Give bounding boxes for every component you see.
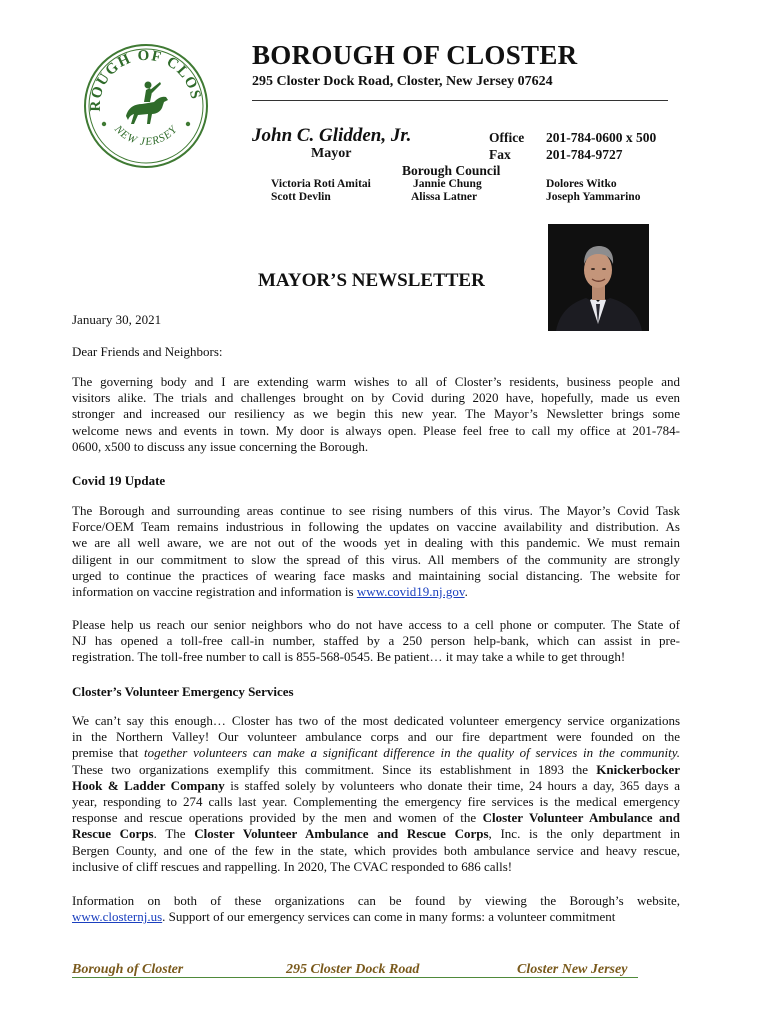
text-line: Force/OEM Team remains industrious in following the updates on vaccine availability and distribution. As [72,519,680,535]
text-fragment: is staffed solely by volunteers who donate their time, 24 hours a day, 365 days a [224,777,680,793]
text-fragment: premise that [72,745,145,761]
text-fragment: information on vaccine registration and information is [72,583,357,599]
footer-right: Closter New Jersey [517,962,628,977]
text-line: Bergen County, and one of the few in the state, which provides both ambulance service and heavy rescue, [72,842,680,858]
text-fragment: . The [153,826,195,842]
text-line [72,584,680,600]
text-line: stronger and increased our resiliency as we begin this new year. The Mayor’s Newsletter brings some [72,406,680,422]
ems-heading: Closter’s Volunteer Emergency Services [72,684,294,699]
svg-text:BOROUGH OF CLOSTER [82,42,204,112]
text-line: year, responding to 274 calls last year. Complementing the emergency fire services is the medical emergency [72,793,680,809]
letterhead-divider [252,100,668,101]
text-line: welcome news and events in town. My door is always open. Please feel free to call my office at 201-784- [72,422,680,438]
text-line: The Borough and surrounding areas continue to see rising numbers of this virus. The Mayor’s Covid Task [72,503,680,518]
ems-paragraph [72,713,680,875]
covid-website-link[interactable]: www.covid19.nj.gov [356,583,465,599]
text-line: registration. The toll-free number to call is 855-568-0545. Be patient… it may take a while to get through! [72,649,626,665]
council-member: Jannie Chung [413,178,482,190]
covid-paragraph [72,503,680,600]
text-line: 0600, x500 to discuss any issue concerning the Borough. [72,438,369,454]
text-fragment: . [464,583,468,599]
council-member: Dolores Witko [546,178,617,190]
text-line: inclusive of cliff rescues and rappelling. In 2020, The CVAC responded to 686 calls! [72,858,513,874]
letterhead-title: BOROUGH OF CLOSTER [252,40,578,70]
text-line: We can’t say this enough… Closter has two of the most dedicated volunteer emergency service organizations [72,713,680,728]
text-fragment: . Support of our emergency services can come in many forms: a volunteer commitment [162,909,616,925]
text-line: we are all well aware, we are not out of the woods yet in dealing with this pandemic. We must remain [72,535,680,551]
council-member: Joseph Yammarino [546,191,641,203]
office-phone: 201-784-0600 x 500 [546,130,657,145]
org-name: Closter Volunteer Ambulance and Rescue Corps [194,826,489,842]
seal-top-text: ROUGH OF CLOS [87,47,204,112]
borough-website-link[interactable]: www.closternj.us [72,909,163,925]
horse-rider-icon [126,82,168,125]
borough-seal [82,42,210,170]
council-member: Scott Devlin [271,191,331,203]
newsletter-title: MAYOR’S NEWSLETTER [258,270,485,291]
text-line: in the Northern Valley! Our volunteer ambulance corps and our fire department were founded on the [72,729,680,745]
org-name: Knickerbocker [596,761,680,777]
mayor-photo [548,224,649,331]
footer-left: Borough of Closter [72,962,184,977]
text-line [72,826,680,842]
text-line: diligent in our commitment to slow the spread of this virus. All members of the community are strongly [72,551,680,567]
text-fragment: , Inc. is the only department in [488,826,680,842]
seal-graphic [82,42,210,170]
covid-heading: Covid 19 Update [72,473,166,488]
mayor-title: Mayor [311,146,352,161]
council-heading: Borough Council [402,163,501,178]
text-line [72,778,680,794]
office-label: Office [489,130,525,145]
text-line: NJ has opened a toll-free call-in number, staffed by a 250 person help-bank, which can assist in pre- [72,633,680,649]
text-fragment: These two organizations exemplify this commitment. Since its establishment in 1893 the [72,761,597,777]
text-line [72,745,680,761]
emphasis-text: together volunteers can make a significant difference in the quality of services in the community. [144,745,680,761]
council-member: Alissa Latner [411,191,478,203]
svg-text:NEW JERSEY [111,123,180,149]
council-member: Victoria Roti Amitai [271,178,371,190]
mayor-name: John C. Glidden, Jr. [252,125,412,146]
org-name: Hook & Ladder Company [72,777,225,793]
text-fragment: response and rescue operations provided by the men and women of the [72,810,483,826]
intro-paragraph [72,374,680,455]
text-line: visitors alike. The trials and challenges brought on by Covid during 2020 have, hopefully, made us even [72,390,680,406]
org-name: Rescue Corps [72,826,154,842]
info-paragraph [72,893,680,925]
text-line [72,909,680,925]
org-name: Closter Volunteer Ambulance and [482,810,680,826]
footer-rule [72,977,638,978]
text-line: Information on both of these organizations can be found by viewing the Borough’s website, [72,893,680,908]
greeting: Dear Friends and Neighbors: [72,344,223,359]
senior-paragraph [72,617,680,666]
text-line: The governing body and I are extending warm wishes to all of Closter’s residents, business people and [72,374,680,389]
text-line: urged to continue the practices of wearing face masks and maintaining social distancing. The website for [72,567,680,583]
text-line [72,810,680,826]
footer-center: 295 Closter Dock Road [286,962,420,977]
text-line [72,762,680,778]
portrait-graphic [548,224,649,331]
newsletter-date: January 30, 2021 [72,312,162,327]
fax-label: Fax [489,147,511,162]
seal-bottom-text: NEW JERSEY [112,123,180,149]
letterhead-address: 295 Closter Dock Road, Closter, New Jersey 07624 [252,74,553,89]
text-line: Please help us reach our senior neighbors who do not have access to a cell phone or computer. The State of [72,617,680,632]
fax-phone: 201-784-9727 [546,147,623,162]
